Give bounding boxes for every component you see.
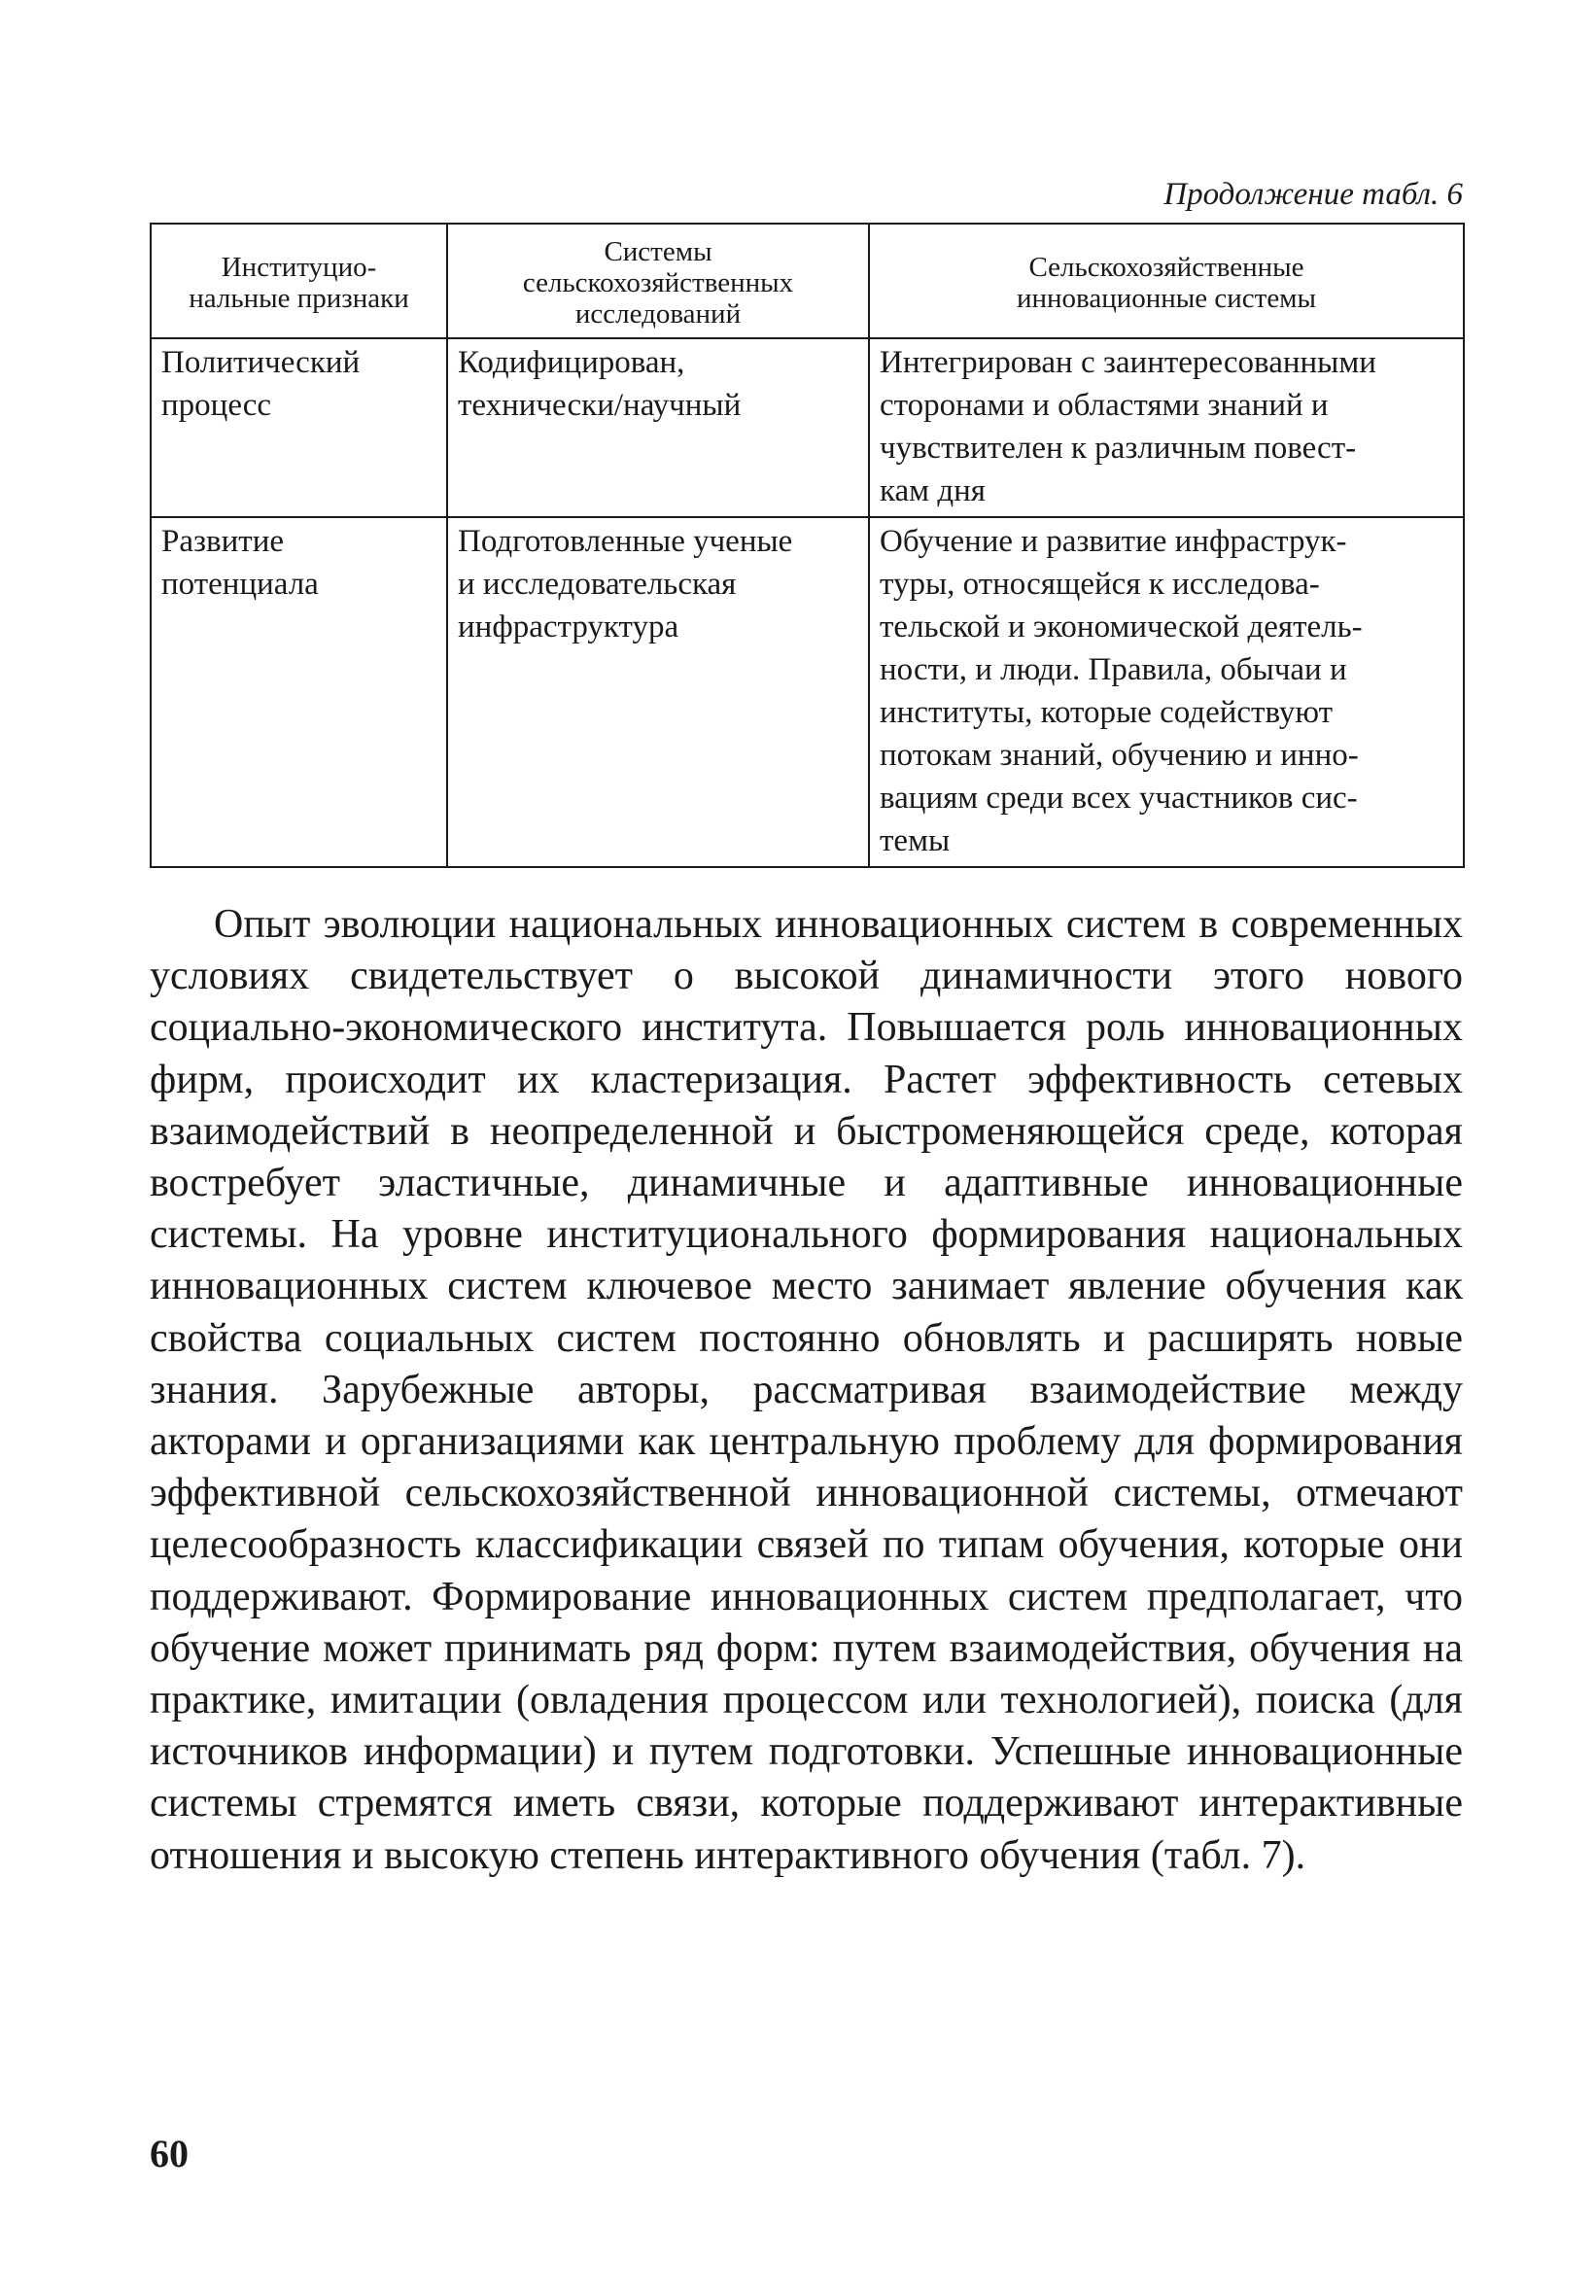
comparison-table-container [150,223,1463,868]
page-number: 60 [150,2132,189,2175]
table-row [151,338,1464,517]
header-institutional-features: Институцио- нальные признаки [151,224,447,338]
table-row [151,517,1464,867]
comparison-table [150,223,1465,868]
header-agricultural-research-systems: Системы сельскохозяйственных исследований [447,224,869,338]
row-capacity-development-label: Развитие потенциала [151,517,447,867]
row-capacity-development-research: Подготовленные ученые и исследовательская инфраструктура [447,517,869,867]
row-political-process-label: Политический процесс [151,338,447,517]
body-paragraph: Опыт эволюции национальных инновационных систем в современных условиях свидетельствует о высокой динамичности этого нового социально-экономического института. Повышается роль инновационных фирм, происходит их кластеризация. Растет эффективность сетевых взаимодействий в неопределенной и быстроменяющейся среде, которая востребует эластичные, динамичные и адаптивные инновационные системы. На уровне институционального формирования национальных инновационных систем ключевое место занимает явление обучения как свойства социальных систем постоянно обновлять и расширять новые знания. Зарубежные авторы, рассматривая взаимодействие между акторами и организациями как центральную проблему для формирования эффективной сельскохозяйственной инновационной системы, отмечают целесообразность классификации связей по типам обучения, которые они поддерживают. Формирование инновационных систем предполагает, что обучение может принимать ряд форм: путем взаимодействия, обучения на практике, имитации (овладения процессом или технологией), поиска (для источников информации) и путем подготовки. Успешные инновационные системы стремятся иметь связи, которые поддерживают интерактивные отношения и высокую степень интерактивного обучения (табл. 7). [150,902,1463,1878]
table-caption: Продолжение табл. 6 [1163,177,1463,212]
table-header-row [151,224,1464,338]
row-political-process-research: Кодифицирован, технически/научный [447,338,869,517]
row-political-process-innovation: Интегрирован с заинтересованными сторонами и областями знаний и чувствителен к различным повест- кам дня [869,338,1464,517]
row-capacity-development-innovation: Обучение и развитие инфраструк- туры, относящейся к исследова- тельской и экономической деятель- ности, и люди. Правила, обычаи и институты, которые содействуют потокам знаний, обучению и инно- вациям среди всех участников сис- темы [869,517,1464,867]
header-agricultural-innovation-systems: Сельскохозяйственные инновационные системы [869,224,1464,338]
